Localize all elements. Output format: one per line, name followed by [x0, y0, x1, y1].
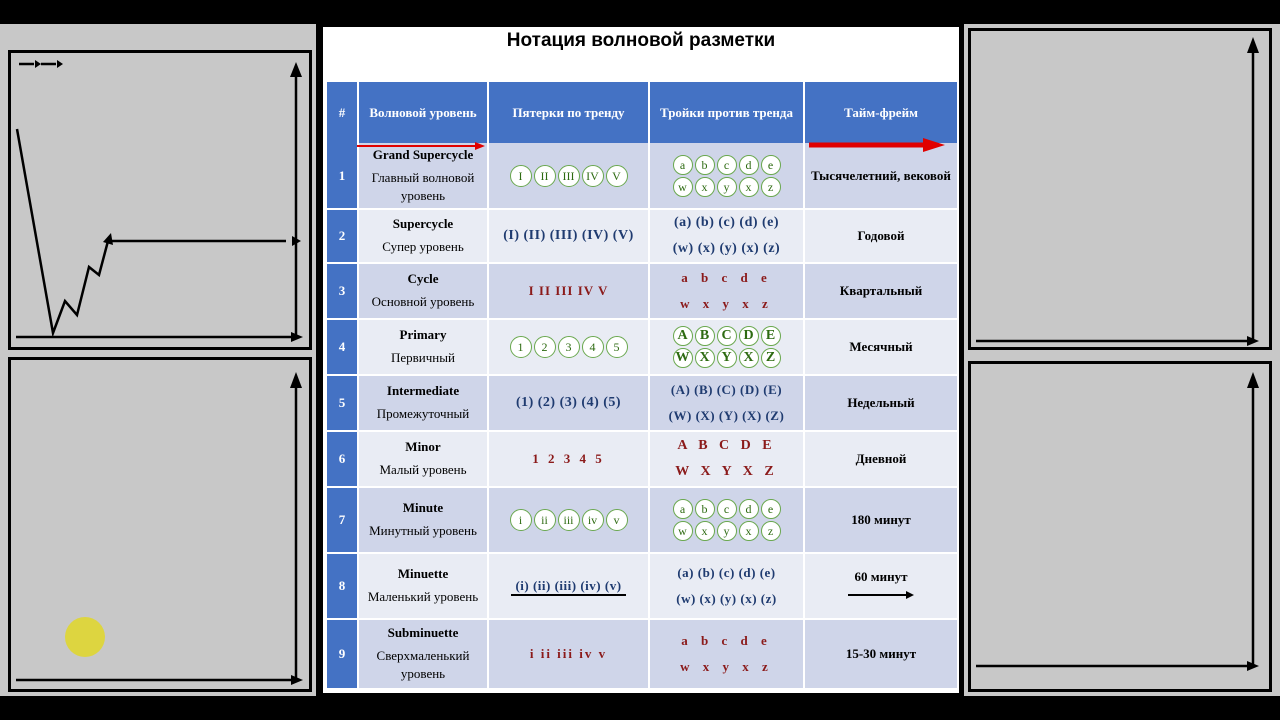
wxy-labels: w x y x z — [680, 659, 773, 674]
wave-circle: e — [761, 499, 781, 519]
timeframe-cell: Месячный — [804, 319, 958, 375]
wave-circle: e — [761, 155, 781, 175]
row-number: 3 — [327, 263, 358, 319]
table-row — [327, 487, 958, 553]
wave-circle: B — [695, 326, 715, 346]
wave-circle: x — [695, 177, 715, 197]
row-number: 7 — [327, 487, 358, 553]
level-en: Subminuette — [387, 625, 459, 640]
right-sidebar — [964, 24, 1280, 696]
header-threes: Тройки против тренда — [649, 82, 804, 143]
left-top-chart — [8, 50, 312, 350]
level-ru: Промежуточный — [376, 406, 470, 421]
level-ru: Супер уровень — [382, 239, 464, 254]
timeframe-cell: Годовой — [804, 209, 958, 263]
wave-circle: I — [510, 165, 532, 187]
wave-circle: z — [761, 177, 781, 197]
wxy-labels: w x y x z — [680, 296, 773, 311]
wave-circle: w — [673, 177, 693, 197]
abc-labels: (A) (B) (C) (D) (E) — [670, 382, 783, 397]
wave-circle: v — [606, 509, 628, 531]
row-number: 1 — [327, 143, 358, 209]
threes-cell — [649, 619, 804, 689]
row-number: 2 — [327, 209, 358, 263]
wave-circle: C — [717, 326, 737, 346]
wave-circle: z — [761, 521, 781, 541]
wave-circle: A — [673, 326, 693, 346]
timeframe-cell: Квартальный — [804, 263, 958, 319]
level-cell — [358, 431, 488, 487]
wave-circle: i — [510, 509, 532, 531]
table-row — [327, 375, 958, 431]
arrow-right-icon — [848, 590, 914, 600]
table-header-row — [327, 82, 958, 143]
wave-circle: II — [534, 165, 556, 187]
empty-axes — [971, 364, 1269, 689]
level-en: Minute — [402, 500, 444, 515]
wave-circle: 1 — [510, 336, 532, 358]
wave-sketch — [11, 53, 309, 347]
level-ru: Основной уровень — [371, 294, 475, 309]
right-top-chart — [968, 28, 1272, 350]
timeframe-cell: Тысячелетний, вековой — [804, 143, 958, 209]
abc-labels: a b c d e — [681, 270, 772, 285]
wave-circle: ii — [534, 509, 556, 531]
wxy-labels: (W) (X) (Y) (X) (Z) — [668, 408, 785, 423]
timeframe-label: 60 минут — [854, 569, 908, 584]
wave-circle: V — [606, 165, 628, 187]
table-row — [327, 553, 958, 619]
wave-circle: 2 — [534, 336, 556, 358]
timeframe-cell: 180 минут — [804, 487, 958, 553]
timeframe-cell: 15-30 минут — [804, 619, 958, 689]
level-en: Supercycle — [392, 216, 454, 231]
table-row — [327, 263, 958, 319]
wave-circle: a — [673, 499, 693, 519]
level-ru: Малый уровень — [379, 462, 467, 477]
row-number: 4 — [327, 319, 358, 375]
level-en: Grand Supercycle — [372, 146, 474, 162]
level-cell — [358, 375, 488, 431]
abc-labels: a b c d e — [681, 633, 772, 648]
wave-circle: y — [717, 521, 737, 541]
wave-circle: Z — [761, 348, 781, 368]
wave-circle: b — [695, 155, 715, 175]
level-ru: Сверхмаленький уровень — [376, 648, 470, 681]
wave-circle: E — [761, 326, 781, 346]
fives-cell — [488, 487, 649, 553]
level-ru: Первичный — [391, 350, 455, 365]
red-arrow-icon — [809, 137, 949, 153]
header-fives: Пятерки по тренду — [488, 82, 649, 143]
timeframe-cell — [804, 553, 958, 619]
header-timeframe: Тайм-фрейм — [804, 82, 958, 143]
level-cell — [358, 487, 488, 553]
wave-circle: b — [695, 499, 715, 519]
fives-cell: 1 2 3 4 5 — [488, 431, 649, 487]
wave-circle: 4 — [582, 336, 604, 358]
level-en: Cycle — [407, 271, 439, 286]
wave-circle: y — [717, 177, 737, 197]
wave-circle: d — [739, 155, 759, 175]
fives-cell: (I) (II) (III) (IV) (V) — [488, 209, 649, 263]
timeframe-cell: Дневной — [804, 431, 958, 487]
wave-circle: X — [695, 348, 715, 368]
row-number: 6 — [327, 431, 358, 487]
wave-circle: Y — [717, 348, 737, 368]
mouse-cursor-highlight — [65, 617, 105, 657]
threes-cell — [649, 487, 804, 553]
abc-labels: (a) (b) (c) (d) (e) — [673, 215, 780, 230]
level-en: Primary — [399, 327, 447, 342]
wxy-labels: W X Y X Z — [675, 464, 778, 479]
level-cell — [358, 143, 488, 209]
level-en: Minuette — [397, 566, 449, 581]
right-bottom-chart — [968, 361, 1272, 692]
level-cell — [358, 319, 488, 375]
left-sidebar — [0, 24, 316, 696]
wave-circle: 5 — [606, 336, 628, 358]
wave-circle: w — [673, 521, 693, 541]
timeframe-cell: Недельный — [804, 375, 958, 431]
fives-cell: i ii iii iv v — [488, 619, 649, 689]
wave-circle: d — [739, 499, 759, 519]
row-number: 8 — [327, 553, 358, 619]
red-arrow-icon — [357, 141, 487, 151]
abc-labels: A B C D E — [677, 438, 776, 453]
wave-circle: c — [717, 499, 737, 519]
level-en: Minor — [405, 439, 441, 454]
level-cell — [358, 619, 488, 689]
header-level: Волновой уровень — [358, 82, 488, 143]
wave-circle: x — [739, 521, 759, 541]
row-number: 5 — [327, 375, 358, 431]
wave-circle: iv — [582, 509, 604, 531]
threes-cell — [649, 553, 804, 619]
wave-circle: x — [739, 177, 759, 197]
threes-cell — [649, 431, 804, 487]
fives-cell — [488, 143, 649, 209]
wave-circle: IV — [582, 165, 604, 187]
threes-cell — [649, 263, 804, 319]
level-ru: Маленький уровень — [367, 589, 479, 604]
fives-cell — [488, 553, 649, 619]
fives-labels: (i) (ii) (iii) (iv) (v) — [511, 578, 625, 596]
wave-circle: x — [695, 521, 715, 541]
fives-cell — [488, 319, 649, 375]
fives-cell: I II III IV V — [488, 263, 649, 319]
left-bottom-chart — [8, 357, 312, 692]
threes-cell — [649, 143, 804, 209]
level-cell — [358, 553, 488, 619]
level-en: Intermediate — [386, 383, 460, 398]
level-ru: Минутный уровень — [369, 523, 477, 538]
wave-circle: a — [673, 155, 693, 175]
empty-axes — [971, 31, 1269, 347]
wave-circle: 3 — [558, 336, 580, 358]
threes-cell — [649, 375, 804, 431]
level-ru: Главный волновой уровень — [371, 169, 475, 203]
wave-circle: W — [673, 348, 693, 368]
wave-circle: III — [558, 165, 580, 187]
table-row — [327, 209, 958, 263]
table-row — [327, 431, 958, 487]
threes-cell — [649, 319, 804, 375]
page-title: Нотация волновой разметки — [506, 30, 776, 51]
wxy-labels: (w) (x) (y) (x) (z) — [672, 241, 781, 256]
wave-circle: c — [717, 155, 737, 175]
wxy-labels: (w) (x) (y) (x) (z) — [676, 591, 777, 606]
table-row — [327, 619, 958, 689]
notation-table — [327, 82, 959, 690]
notation-slide — [320, 24, 962, 696]
wave-circle: iii — [558, 509, 580, 531]
level-cell — [358, 209, 488, 263]
fives-cell: (1) (2) (3) (4) (5) — [488, 375, 649, 431]
abc-labels: (a) (b) (c) (d) (e) — [677, 565, 776, 580]
row-number: 9 — [327, 619, 358, 689]
wave-circle: D — [739, 326, 759, 346]
header-num: # — [327, 82, 358, 143]
threes-cell — [649, 209, 804, 263]
level-cell — [358, 263, 488, 319]
empty-axes — [11, 360, 309, 689]
table-row — [327, 319, 958, 375]
wave-circle: X — [739, 348, 759, 368]
